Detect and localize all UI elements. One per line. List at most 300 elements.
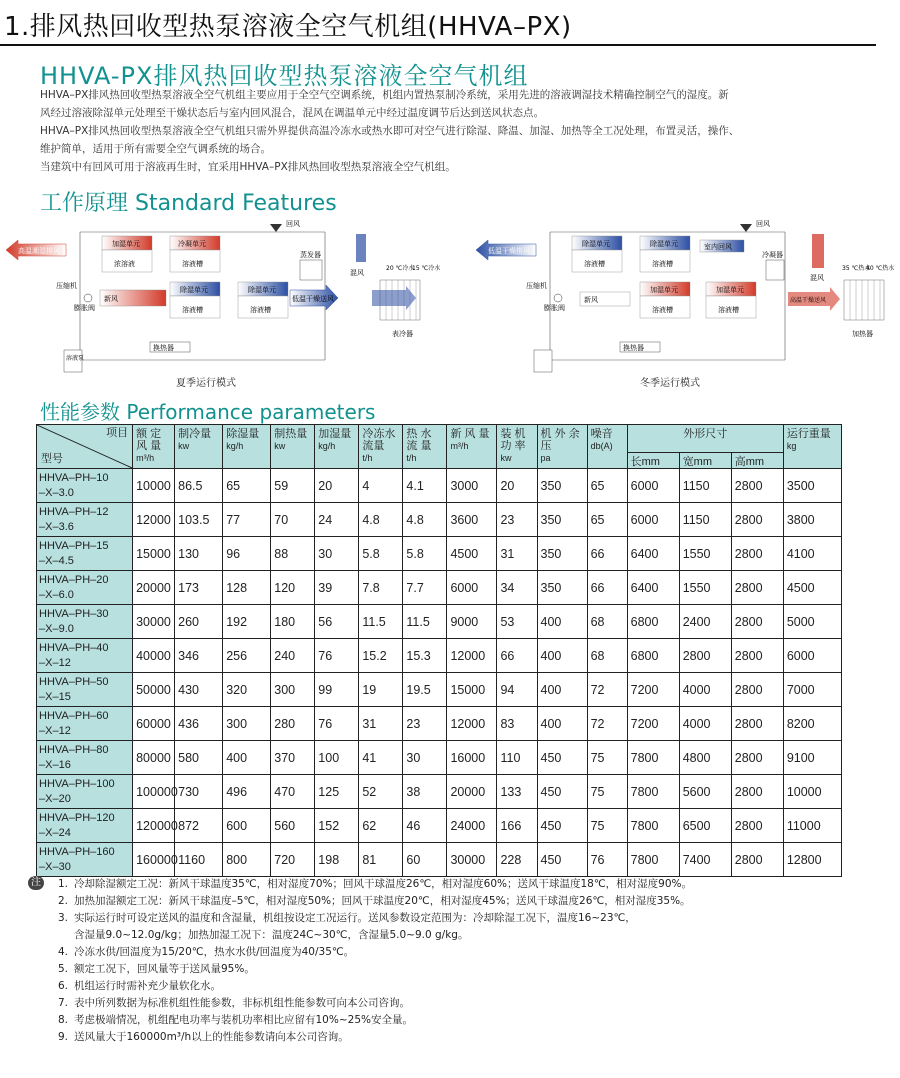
winter-valve-label: 膨胀阀	[544, 304, 565, 312]
table-cell: 470	[271, 775, 315, 809]
table-cell: 75	[587, 775, 627, 809]
model-line: –X–9.0	[39, 622, 74, 635]
table-cell: 1550	[679, 571, 731, 605]
table-cell: 10000	[133, 469, 175, 503]
note-number: 3.	[57, 912, 68, 924]
table-cell: 46	[403, 809, 447, 843]
table-cell: 99	[315, 673, 359, 707]
winter-hum-tank-label: 溶液槽	[652, 306, 673, 314]
table-cell: 24	[315, 503, 359, 537]
table-cell: 2800	[731, 707, 783, 741]
table-cell: 300	[223, 707, 271, 741]
table-cell: 23	[403, 707, 447, 741]
table-cell: 1150	[679, 469, 731, 503]
table-cell: 5.8	[403, 537, 447, 571]
table-cell: 192	[223, 605, 271, 639]
winter-fresh-label: 新风	[584, 296, 598, 304]
table-cell: 370	[271, 741, 315, 775]
table-cell: 496	[223, 775, 271, 809]
table-cell: 2800	[731, 639, 783, 673]
model-cell	[37, 843, 133, 877]
table-cell: 12000	[447, 639, 497, 673]
table-cell: 66	[587, 537, 627, 571]
table-cell: 30	[315, 537, 359, 571]
winter-coil-label: 加热器	[852, 330, 873, 338]
model-line: HHVA–PH–100	[39, 777, 115, 790]
table-cell: 68	[587, 639, 627, 673]
table-cell: 4	[359, 469, 403, 503]
model-line: HHVA–PH–80	[39, 743, 109, 756]
table-cell: 4.8	[359, 503, 403, 537]
table-cell: 12000	[447, 707, 497, 741]
winter-out-label: 高温干燥送风	[790, 297, 827, 304]
corner-bottom-label: 型号	[41, 453, 63, 465]
valve-label: 膨胀阀	[74, 304, 95, 312]
note-text: 含湿量9.0~12.0g/kg；加热加湿工况下：温度24C~30℃，含湿量5.0~9.0 g/kg。	[74, 929, 469, 941]
table-cell: 240	[271, 639, 315, 673]
model-cell	[37, 605, 133, 639]
regen-tank-label: 浓溶液	[114, 260, 135, 268]
winter-heat-label: 加湿单元	[716, 286, 744, 294]
table-cell: 6400	[627, 571, 679, 605]
note-item	[28, 944, 878, 961]
table-cell: 280	[271, 707, 315, 741]
table-cell: 30000	[133, 605, 175, 639]
mix-label: 混风	[350, 269, 364, 277]
intro-line: 维护简单，适用于所有需要全空气调系统的场合。	[40, 143, 271, 155]
table-cell: 65	[587, 469, 627, 503]
table-cell: 2800	[679, 639, 731, 673]
model-line: HHVA–PH–10	[39, 471, 109, 484]
cold-tank-label: 溶液槽	[182, 260, 203, 268]
table-row	[37, 775, 842, 809]
summer-diagram	[0, 210, 440, 390]
model-line: HHVA–PH–20	[39, 573, 109, 586]
winter-dehum-label: 除湿单元	[582, 240, 610, 248]
note-item	[28, 1012, 878, 1029]
model-line: HHVA–PH–40	[39, 641, 109, 654]
winter-cold-tank-label: 溶液槽	[652, 260, 673, 268]
intro-text	[40, 86, 830, 176]
table-cell: 173	[175, 571, 223, 605]
table-cell: 6500	[679, 809, 731, 843]
model-line: –X–16	[39, 758, 71, 771]
winter-compressor-label: 压缩机	[526, 282, 547, 290]
model-line: –X–30	[39, 860, 71, 873]
note-item	[28, 978, 878, 995]
table-cell: 2800	[731, 571, 783, 605]
table-cell: 1550	[679, 537, 731, 571]
winter-exhaust-label: 低温干燥排风	[488, 247, 530, 255]
table-cell: 228	[497, 843, 537, 877]
table-cell: 5600	[679, 775, 731, 809]
regen-unit-label: 加湿单元	[112, 240, 140, 248]
note-item	[28, 893, 878, 910]
model-line: HHVA–PH–60	[39, 709, 109, 722]
table-cell: 81	[359, 843, 403, 877]
table-cell: 436	[175, 707, 223, 741]
note-text: 送风量大于160000m³/h以上的性能参数请向本公司咨询。	[74, 1031, 349, 1043]
cw-in-label: 20 ℃冷水	[386, 265, 415, 272]
model-line: –X–12	[39, 656, 71, 669]
table-cell: 350	[537, 537, 587, 571]
table-cell: 4.8	[403, 503, 447, 537]
table-cell: 133	[497, 775, 537, 809]
table-cell: 346	[175, 639, 223, 673]
table-cell: 7800	[627, 775, 679, 809]
table-cell: 34	[497, 571, 537, 605]
table-cell: 19.5	[403, 673, 447, 707]
table-cell: 60	[403, 843, 447, 877]
table-row	[37, 741, 842, 775]
table-row	[37, 605, 842, 639]
col-header: 新 风 量 m³/h	[447, 425, 497, 469]
table-cell: 350	[537, 571, 587, 605]
model-cell	[37, 775, 133, 809]
note-number: 8.	[57, 1014, 68, 1026]
table-cell: 12000	[133, 503, 175, 537]
table-cell: 38	[403, 775, 447, 809]
note-indent	[28, 978, 48, 995]
col-subheader: 长mm	[627, 453, 679, 469]
table-row	[37, 571, 842, 605]
table-cell: 80000	[133, 741, 175, 775]
table-cell: 128	[223, 571, 271, 605]
model-cell	[37, 469, 133, 503]
col-header: 加湿量 kg/h	[315, 425, 359, 469]
table-cell: 39	[315, 571, 359, 605]
table-cell: 65	[587, 503, 627, 537]
table-cell: 59	[271, 469, 315, 503]
model-line: –X–3.6	[39, 520, 74, 533]
table-cell: 15.3	[403, 639, 447, 673]
table-cell: 300	[271, 673, 315, 707]
note-indent	[28, 995, 48, 1012]
note-text: 加热加湿额定工况：新风干球温度–5℃，相对湿度50%；回风干球温度20℃，相对湿度45%；送风干球温度26℃，相对湿度35%。	[74, 895, 691, 907]
table-cell: 66	[497, 639, 537, 673]
table-cell: 6400	[627, 537, 679, 571]
winter-hum-label: 加湿单元	[650, 286, 678, 294]
table-cell: 872	[175, 809, 223, 843]
table-cell: 6800	[627, 605, 679, 639]
table-cell: 2800	[731, 503, 783, 537]
note-marker-icon: 注	[28, 876, 44, 890]
intro-line: HHVA–PX排风热回收型热泵溶液全空气机组只需外界提供高温冷冻水或热水即可对空气进行除湿、降温、加湿、加热等全工况处理，布置灵活，操作、	[40, 125, 740, 137]
table-cell: 4.1	[403, 469, 447, 503]
winter-return-label: 回风	[756, 220, 770, 228]
note-text: 冷却除湿额定工况：新风干球温度35℃，相对湿度70%；回风干球温度26℃，相对湿度60%；送风干球温度18℃，相对湿度90%。	[74, 878, 692, 890]
note-item	[28, 961, 878, 978]
exhaust-label: 高温潮湿排风	[18, 247, 60, 255]
table-cell: 100000	[133, 775, 175, 809]
intro-line: 风经过溶液除湿单元处理至干燥状态后与室内回风混合，混风在调温单元中经过温度调节后达到送风状态点。	[40, 107, 544, 119]
dehum-unit-label: 除湿单元	[180, 286, 208, 294]
model-line: HHVA–PH–12	[39, 505, 109, 518]
table-cell: 19	[359, 673, 403, 707]
table-cell: 2800	[731, 843, 783, 877]
table-cell: 450	[537, 843, 587, 877]
col-header-dimensions: 外形尺寸	[627, 425, 783, 453]
section-heading-perf: 性能参数 Performance parameters	[40, 400, 376, 424]
table-row	[37, 639, 842, 673]
note-indent	[28, 961, 48, 978]
table-cell: 2800	[731, 809, 783, 843]
table-cell: 7.8	[359, 571, 403, 605]
col-subheader: 高mm	[731, 453, 783, 469]
col-header: 装 机 功 率 kw	[497, 425, 537, 469]
col-header: 制冷量 kw	[175, 425, 223, 469]
winter-caption: 冬季运行模式	[640, 378, 700, 389]
table-row	[37, 843, 842, 877]
fresh-air-label: 新风	[104, 295, 118, 303]
table-cell: 16000	[447, 741, 497, 775]
col-header: 噪音 db(A)	[587, 425, 627, 469]
model-line: –X–20	[39, 792, 71, 805]
table-cell: 20000	[447, 775, 497, 809]
table-cell: 160000	[133, 843, 175, 877]
table-cell: 76	[315, 707, 359, 741]
table-cell: 130	[175, 537, 223, 571]
note-item	[28, 927, 878, 944]
table-cell: 23	[497, 503, 537, 537]
table-cell: 180	[271, 605, 315, 639]
supply-label: 低温干燥送风	[292, 295, 334, 303]
table-row	[37, 707, 842, 741]
table-cell: 41	[359, 741, 403, 775]
table-cell: 2800	[731, 605, 783, 639]
col-header: 除湿量 kg/h	[223, 425, 271, 469]
table-cell: 7800	[627, 843, 679, 877]
notes-section	[28, 876, 878, 1046]
model-line: HHVA–PH–15	[39, 539, 109, 552]
coil-label: 表冷器	[392, 330, 413, 338]
note-text: 机组运行时需补充少量软化水。	[74, 980, 221, 992]
table-cell: 50000	[133, 673, 175, 707]
table-cell: 96	[223, 537, 271, 571]
winter-exchanger-label: 换热器	[623, 344, 644, 352]
table-cell: 77	[223, 503, 271, 537]
corner-top-label: 项目	[106, 427, 129, 439]
model-line: –X–24	[39, 826, 71, 839]
corner-header	[37, 425, 133, 469]
table-cell: 152	[315, 809, 359, 843]
table-cell: 120000	[133, 809, 175, 843]
winter-heat-tank-label: 溶液槽	[718, 306, 739, 314]
summer-caption: 夏季运行模式	[176, 378, 236, 389]
table-cell: 730	[175, 775, 223, 809]
model-line: HHVA–PH–160	[39, 845, 115, 858]
table-cell: 400	[537, 605, 587, 639]
table-cell: 103.5	[175, 503, 223, 537]
note-number	[48, 927, 68, 944]
note-number: 6.	[57, 980, 68, 992]
model-line: HHVA–PH–50	[39, 675, 109, 688]
note-text: 表中所列数据为标准机组性能参数，非标机组性能参数可向本公司咨询。	[74, 997, 410, 1009]
table-cell: 560	[271, 809, 315, 843]
model-cell	[37, 571, 133, 605]
table-cell: 24000	[447, 809, 497, 843]
table-cell: 4000	[679, 673, 731, 707]
table-cell: 62	[359, 809, 403, 843]
col-header: 热 水 流 量 t/h	[403, 425, 447, 469]
winter-dehum-tank-label: 溶液槽	[584, 260, 605, 268]
table-cell: 198	[315, 843, 359, 877]
table-cell: 40000	[133, 639, 175, 673]
table-cell: 7400	[679, 843, 731, 877]
model-line: –X–15	[39, 690, 71, 703]
table-cell: 7200	[627, 673, 679, 707]
table-cell: 9000	[447, 605, 497, 639]
table-cell: 7200	[627, 707, 679, 741]
model-cell	[37, 537, 133, 571]
table-cell: 3800	[783, 503, 841, 537]
table-cell: 56	[315, 605, 359, 639]
table-cell: 11.5	[359, 605, 403, 639]
note-text: 冷冻水供/回温度为15/20℃，热水水供/回温度为40/35℃。	[74, 946, 355, 958]
summer-return-label: 回风	[286, 220, 300, 228]
note-item	[28, 995, 878, 1012]
intro-line: 当建筑中有回风可用于溶液再生时，宜采用HHVA–PX排风热回收型热泵溶液全空气机组。	[40, 161, 456, 173]
note-text: 考虑极端情况，机组配电功率与装机功率相比应留有10%~25%安全量。	[74, 1014, 413, 1026]
table-cell: 7800	[627, 741, 679, 775]
col-header: 额 定 风 量 m³/h	[133, 425, 175, 469]
note-indent	[28, 893, 48, 910]
table-cell: 4500	[783, 571, 841, 605]
compressor-label: 压缩机	[56, 282, 77, 290]
table-cell: 86.5	[175, 469, 223, 503]
model-line: HHVA–PH–30	[39, 607, 109, 620]
pump-label: 溶液泵	[66, 355, 85, 362]
note-item	[28, 910, 878, 927]
model-cell	[37, 503, 133, 537]
table-cell: 110	[497, 741, 537, 775]
table-cell: 5.8	[359, 537, 403, 571]
table-cell: 720	[271, 843, 315, 877]
table-cell: 100	[315, 741, 359, 775]
table-cell: 430	[175, 673, 223, 707]
table-row	[37, 503, 842, 537]
table-cell: 450	[537, 741, 587, 775]
table-cell: 4100	[783, 537, 841, 571]
table-cell: 66	[587, 571, 627, 605]
table-cell: 8200	[783, 707, 841, 741]
note-number: 5.	[57, 963, 68, 975]
table-cell: 166	[497, 809, 537, 843]
winter-heated-label: 室内回风	[704, 243, 732, 251]
table-cell: 260	[175, 605, 223, 639]
note-indent	[28, 1012, 48, 1029]
hw-out-label: 40 ℃热水	[866, 265, 895, 272]
table-row	[37, 537, 842, 571]
table-cell: 60000	[133, 707, 175, 741]
model-line: –X–12	[39, 724, 71, 737]
col-header: 机 外 余 压 pa	[537, 425, 587, 469]
table-cell: 4500	[447, 537, 497, 571]
note-indent	[28, 910, 48, 927]
note-number: 2.	[57, 895, 68, 907]
table-cell: 76	[587, 843, 627, 877]
intro-line: HHVA–PX排风热回收型热泵溶液全空气机组主要应用于全空气空调系统，机组内置热泵制冷系统，采用先进的溶液调湿技术精确控制空气的湿度。新	[40, 89, 729, 101]
table-cell: 580	[175, 741, 223, 775]
table-cell: 6000	[627, 469, 679, 503]
table-cell: 88	[271, 537, 315, 571]
table-cell: 120	[271, 571, 315, 605]
winter-cold-label: 除湿单元	[650, 240, 678, 248]
dry-unit-label: 除湿单元	[248, 286, 276, 294]
table-cell: 20	[315, 469, 359, 503]
table-cell: 20	[497, 469, 537, 503]
note-number: 7.	[57, 997, 68, 1009]
table-cell: 11.5	[403, 605, 447, 639]
table-cell: 11000	[783, 809, 841, 843]
table-cell: 75	[587, 741, 627, 775]
model-line: –X–3.0	[39, 486, 74, 499]
model-cell	[37, 639, 133, 673]
col-header: 冷冻水 流量 t/h	[359, 425, 403, 469]
table-cell: 70	[271, 503, 315, 537]
table-cell: 12800	[783, 843, 841, 877]
table-cell: 83	[497, 707, 537, 741]
table-cell: 6800	[627, 639, 679, 673]
table-cell: 800	[223, 843, 271, 877]
winter-condenser-label: 冷凝器	[762, 251, 783, 259]
table-cell: 20000	[133, 571, 175, 605]
note-item	[28, 876, 878, 893]
table-cell: 15000	[133, 537, 175, 571]
note-number: 1.	[57, 878, 68, 890]
table-cell: 2400	[679, 605, 731, 639]
table-cell: 400	[223, 741, 271, 775]
table-cell: 6000	[783, 639, 841, 673]
table-cell: 6000	[447, 571, 497, 605]
note-text: 实际运行时可设定送风的温度和含湿量，机组按设定工况运行。送风参数设定范围为：冷却除湿工况下，温度16~23℃，	[74, 912, 636, 924]
table-cell: 320	[223, 673, 271, 707]
table-cell: 400	[537, 707, 587, 741]
table-cell: 5000	[783, 605, 841, 639]
dehum-tank-label: 溶液槽	[182, 306, 203, 314]
table-cell: 1150	[679, 503, 731, 537]
note-text: 额定工况下，回风量等于送风量95%。	[74, 963, 255, 975]
condenser-label: 蒸发器	[300, 251, 321, 259]
table-cell: 350	[537, 503, 587, 537]
table-cell: 30000	[447, 843, 497, 877]
winter-diagram	[470, 210, 900, 390]
model-cell	[37, 707, 133, 741]
table-cell: 6000	[627, 503, 679, 537]
table-row	[37, 673, 842, 707]
table-cell: 2800	[731, 741, 783, 775]
table-cell: 256	[223, 639, 271, 673]
table-cell: 600	[223, 809, 271, 843]
exchanger-label: 换热器	[153, 344, 174, 352]
product-heading: HHVA-PX排风热回收型热泵溶液全空气机组	[40, 62, 529, 90]
table-cell: 1160	[175, 843, 223, 877]
table-cell: 15.2	[359, 639, 403, 673]
table-cell: 450	[537, 809, 587, 843]
model-cell	[37, 741, 133, 775]
table-cell: 76	[315, 639, 359, 673]
performance-table	[36, 424, 842, 877]
table-cell: 72	[587, 707, 627, 741]
table-cell: 7800	[627, 809, 679, 843]
col-subheader: 宽mm	[679, 453, 731, 469]
table-cell: 75	[587, 809, 627, 843]
table-cell: 4000	[679, 707, 731, 741]
table-cell: 3600	[447, 503, 497, 537]
winter-mix-label: 混风	[810, 274, 824, 282]
table-row	[37, 469, 842, 503]
table-cell: 2800	[731, 469, 783, 503]
